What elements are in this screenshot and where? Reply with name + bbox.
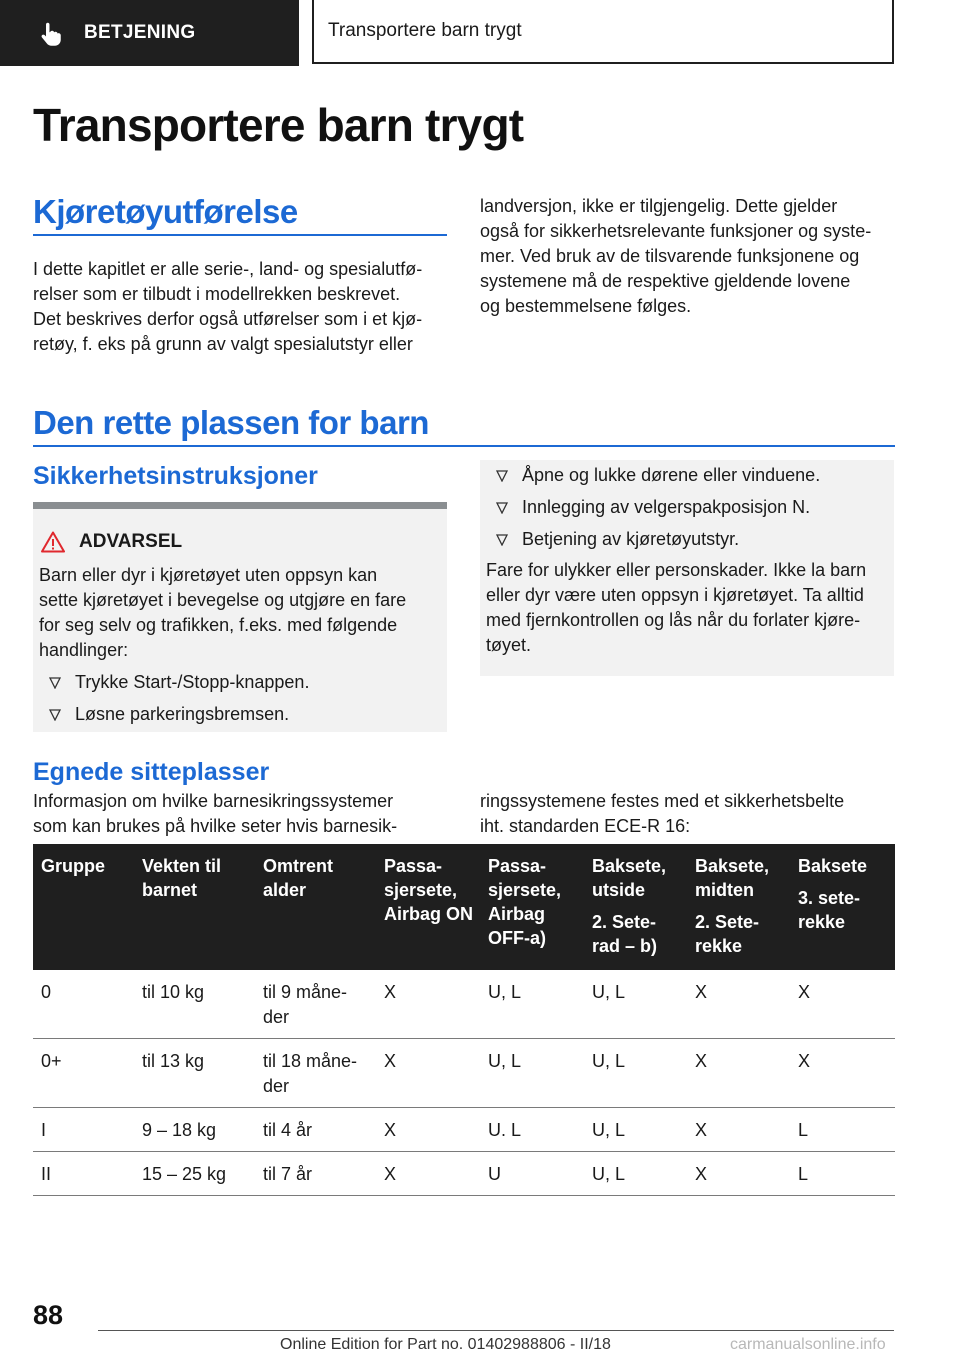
list-item: Innlegging av velgerspakposisjon N.	[496, 495, 820, 520]
warning-label: ADVARSEL	[79, 531, 183, 552]
warning-box-continued	[480, 460, 894, 676]
table-cell: U, L	[584, 970, 687, 1039]
child-seat-table	[33, 844, 895, 1196]
warning-triangle-icon	[41, 531, 65, 553]
list-item: Løsne parkeringsbremsen.	[49, 702, 309, 727]
table-cell: 15 – 25 kg	[134, 1152, 255, 1196]
warning-intro: Barn eller dyr i kjøretøyet uten oppsyn kan sette kjøretøyet i bevegelse og utgjøre en fare for seg selv og trafikken, f.eks. med følgende handlinger:	[39, 565, 407, 660]
table-cell: X	[790, 970, 895, 1039]
warning-bullets-left	[49, 670, 309, 727]
triangle-bullet-icon	[496, 534, 508, 546]
warning-outro: Fare for ulykker eller personskader. Ikke la barn eller dyr være uten oppsyn i kjøretøyet. Ta alltid med fjernkontrollen og lås når du forlater kjøre- tøyet.	[486, 560, 867, 655]
heading-rule	[33, 234, 447, 236]
warning-header	[41, 531, 182, 553]
triangle-bullet-icon	[49, 677, 61, 689]
table-cell: U. L	[480, 1108, 584, 1152]
vehicle-text-left: I dette kapitlet er alle serie-, land- og spesialutfø- relser som er tilbudt i modellrekken beskrevet. Det beskrives derfor også utførelser som i et kjø- retøy, f. eks på grunn av valgt spesialutstyr eller	[33, 259, 423, 354]
list-item: Betjening av kjøretøyutstyr.	[496, 527, 820, 552]
table-header: Baksete, midten 2. Sete-rekke	[687, 844, 790, 970]
breadcrumb: Transportere barn trygt	[312, 0, 894, 64]
table-cell: X	[376, 970, 480, 1039]
table-header: Baksete 3. sete-rekke	[790, 844, 895, 970]
table-cell: til 10 kg	[134, 970, 255, 1039]
table-cell: 9 – 18 kg	[134, 1108, 255, 1152]
vehicle-text-right: landversjon, ikke er tilgjengelig. Dette gjelder også for sikkerhetsrelevante funksjoner og syste- mer. Ved bruk av de tilsvarende funksjonene og systemene må de respektive gjeldende lovene og bestemmelsene følges.	[480, 196, 872, 316]
edition-text: Online Edition for Part no. 01402988806 - II/18	[280, 1336, 611, 1353]
section-label: BETJENING	[84, 22, 196, 43]
table-cell: til 18 måne-der	[255, 1039, 376, 1108]
table-cell: X	[376, 1108, 480, 1152]
hand-pointer-icon	[38, 20, 64, 46]
table-header: Passa-sjersete, Airbag OFF-a)	[480, 844, 584, 970]
table-cell: X	[687, 1039, 790, 1108]
table-cell: X	[687, 970, 790, 1039]
table-row	[33, 1152, 895, 1196]
table-row	[33, 970, 895, 1039]
table-header: Passa-sjersete, Airbag ON	[376, 844, 480, 970]
safety-subheading: Sikkerhetsinstruksjoner	[33, 462, 318, 490]
table-cell: 0+	[33, 1039, 134, 1108]
table-header: Omtrent alder	[255, 844, 376, 970]
table-cell: X	[376, 1039, 480, 1108]
table-cell: L	[790, 1108, 895, 1152]
table-cell: X	[790, 1039, 895, 1108]
table-cell: U, L	[480, 970, 584, 1039]
table-cell: X	[687, 1152, 790, 1196]
footer-rule	[98, 1330, 894, 1331]
page-title: Transportere barn trygt	[33, 99, 524, 151]
triangle-bullet-icon	[496, 470, 508, 482]
table-cell: U, L	[584, 1152, 687, 1196]
page-number: 88	[33, 1300, 64, 1330]
list-item: Åpne og lukke dørene eller vinduene.	[496, 463, 820, 488]
table-cell: U, L	[584, 1039, 687, 1108]
table-row	[33, 1039, 895, 1108]
table-cell: U, L	[480, 1039, 584, 1108]
vehicle-section-heading: Kjøretøyutførelse	[33, 193, 298, 230]
warning-box	[33, 509, 447, 732]
table-cell: II	[33, 1152, 134, 1196]
place-section-heading: Den rette plassen for barn	[33, 404, 429, 441]
table-cell: L	[790, 1152, 895, 1196]
seats-text-left: Informasjon om hvilke barnesikringssystemer som kan brukes på hvilke seter hvis barnesik-	[33, 791, 398, 836]
table-cell: U	[480, 1152, 584, 1196]
seats-heading: Egnede sitteplasser	[33, 758, 270, 786]
table-row	[33, 1108, 895, 1152]
table-cell: 0	[33, 970, 134, 1039]
warning-bullets-right	[496, 463, 820, 552]
table-cell: til 9 måne-der	[255, 970, 376, 1039]
table-cell: X	[687, 1108, 790, 1152]
triangle-bullet-icon	[496, 502, 508, 514]
list-item: Trykke Start-/Stopp-knappen.	[49, 670, 309, 695]
table-header: Baksete, utside 2. Sete-rad – b)	[584, 844, 687, 970]
table-header: Vekten til barnet	[134, 844, 255, 970]
section-tab	[0, 0, 299, 66]
heading-rule	[33, 445, 895, 447]
table-cell: I	[33, 1108, 134, 1152]
seats-text-right: ringssystemene festes med et sikkerhetsbelte iht. standarden ECE-R 16:	[480, 791, 845, 836]
table-cell: til 4 år	[255, 1108, 376, 1152]
warning-bar	[33, 502, 447, 509]
table-cell: til 13 kg	[134, 1039, 255, 1108]
triangle-bullet-icon	[49, 709, 61, 721]
table-header: Gruppe	[33, 844, 134, 970]
table-cell: X	[376, 1152, 480, 1196]
watermark: carmanualsonline.info	[730, 1336, 886, 1353]
table-cell: til 7 år	[255, 1152, 376, 1196]
table-header-row	[33, 844, 895, 970]
table-cell: U, L	[584, 1108, 687, 1152]
